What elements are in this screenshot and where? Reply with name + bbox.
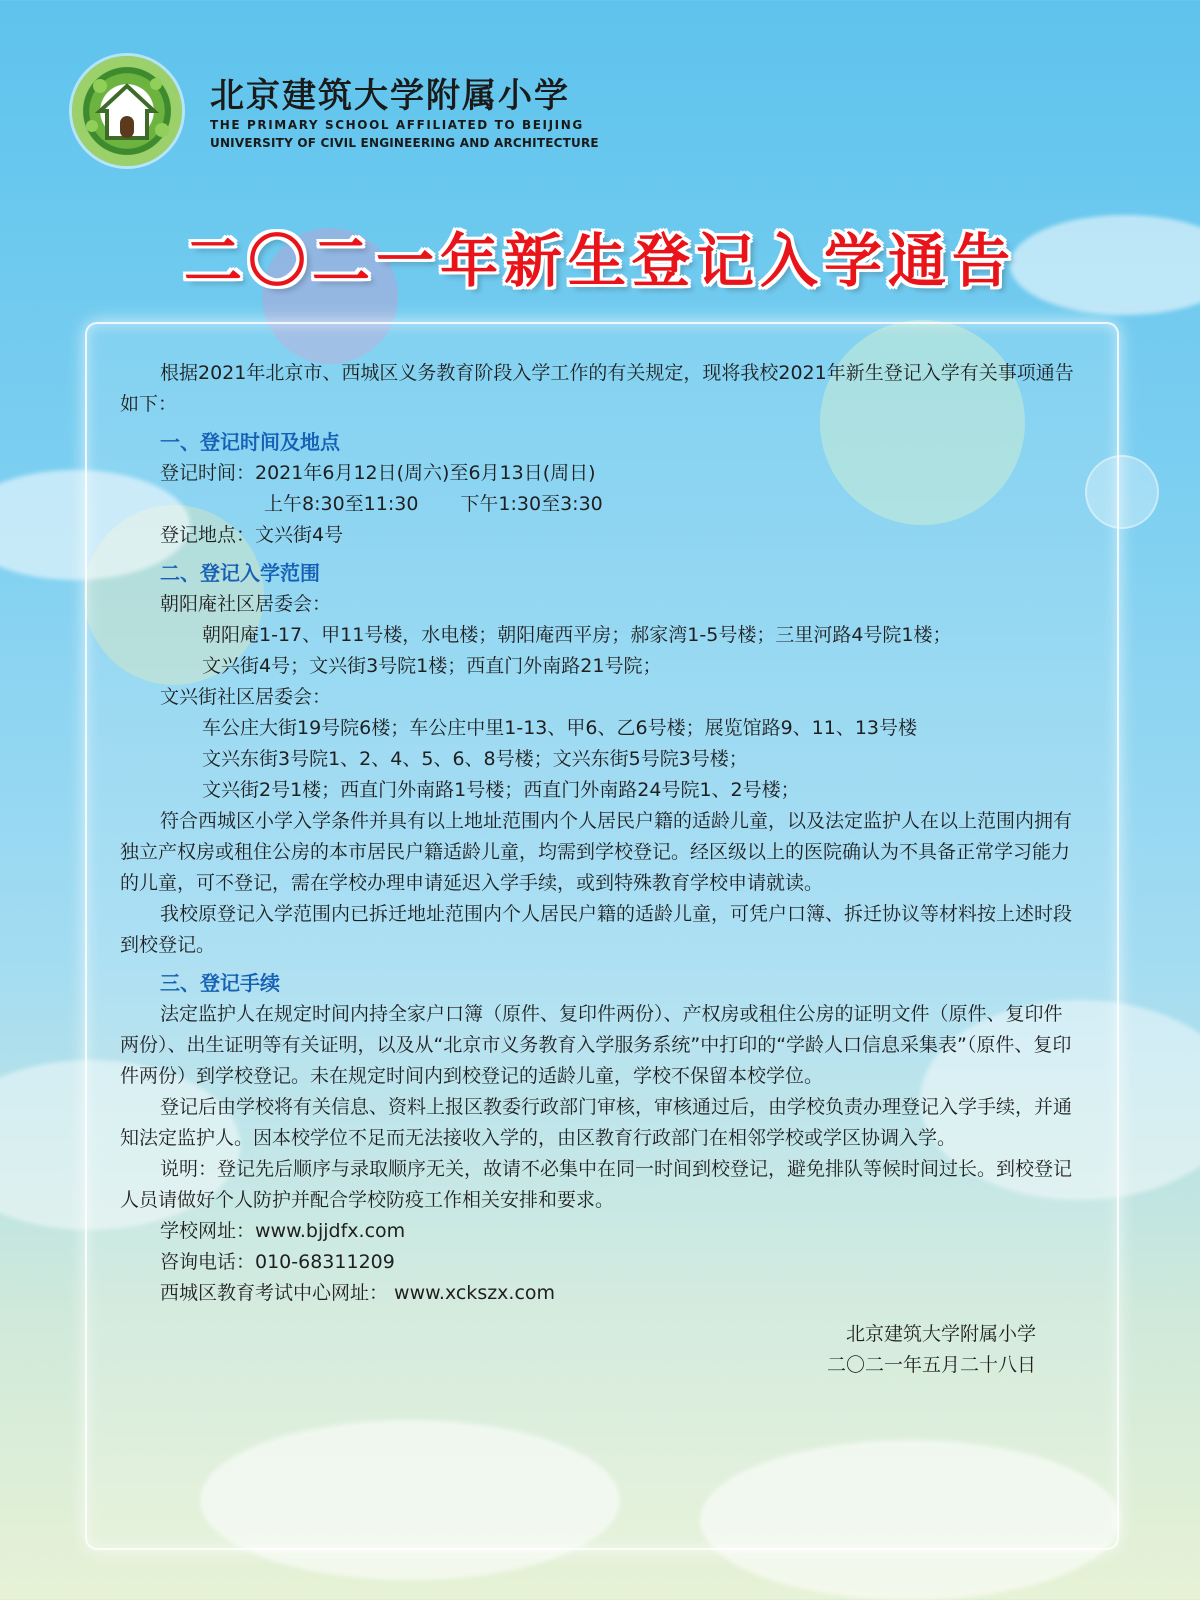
- review-paragraph: 登记后由学校将有关信息、资料上报区教委行政部门审核，审核通过后，由学校负责办理登记入学手续，并通知法定监护人。因本校学位不足而无法接收入学的，由区教育行政部门在相邻学校或学区协调入学。: [120, 1096, 1073, 1149]
- consult-phone: 咨询电话：010-68311209: [160, 1251, 395, 1273]
- registration-hours: [264, 489, 1080, 520]
- school-logo-icon: [72, 56, 182, 166]
- morning-hours: 上午8:30至11:30: [264, 493, 419, 515]
- signature-org: 北京建筑大学附属小学: [845, 1323, 1036, 1345]
- address-line: 车公庄大街19号院6楼；车公庄中里1-13、甲6、乙6号楼；展览馆路9、11、13号楼: [202, 717, 918, 739]
- eligibility-paragraph: 符合西城区小学入学条件并具有以上地址范围内个人居民户籍的适龄儿童，以及法定监护人在以上范围内拥有独立产权房或租住公房的本市居民户籍适龄儿童，均需到学校登记。经区级以上的医院确认为不具备正常学习能力的儿童，可不登记，需在学校办理申请延迟入学手续，或到特殊教育学校申请就读。: [120, 810, 1073, 894]
- school-header: [72, 56, 599, 166]
- intro-paragraph: 根据2021年北京市、西城区义务教育阶段入学工作的有关规定，现将我校2021年新生登记入学有关事项通告如下：: [120, 362, 1074, 415]
- address-line: 文兴街4号；文兴街3号院1楼；西直门外南路21号院；: [202, 655, 662, 677]
- exam-center-website: 西城区教育考试中心网址： www.xckszx.com: [160, 1282, 556, 1304]
- community-label: 文兴街社区居委会：: [160, 686, 332, 708]
- afternoon-hours: 下午1:30至3:30: [460, 493, 603, 515]
- school-name-en-line2: UNIVERSITY OF CIVIL ENGINEERING AND ARCHITECTURE: [210, 136, 599, 150]
- registration-place: 登记地点：文兴街4号: [160, 524, 344, 546]
- section-heading: 一、登记时间及地点: [160, 430, 340, 454]
- school-name-cn: 北京建筑大学附属小学: [210, 76, 570, 116]
- school-website: 学校网址：www.bjjdfx.com: [160, 1220, 406, 1242]
- address-line: 文兴街2号1楼；西直门外南路1号楼；西直门外南路24号院1、2号楼；: [202, 779, 800, 801]
- section-heading: 三、登记手续: [160, 971, 280, 995]
- section-heading: 二、登记入学范围: [160, 561, 320, 585]
- notice-title: 二〇二一年新生登记入学通告: [183, 227, 1016, 295]
- notice-body: [120, 358, 1080, 1381]
- address-line: 朝阳庵1-17、甲11号楼，水电楼；朝阳庵西平房；郝家湾1-5号楼；三里河路4号院1楼；: [202, 624, 952, 646]
- school-name-en-line1: THE PRIMARY SCHOOL AFFILIATED TO BEIJING: [210, 118, 584, 132]
- community-label: 朝阳庵社区居委会：: [160, 593, 332, 615]
- address-line: 文兴东街3号院1、2、4、5、6、8号楼；文兴东街5号院3号楼；: [202, 748, 748, 770]
- note-paragraph: 说明：登记先后顺序与录取顺序无关，故请不必集中在同一时间到校登记，避免排队等候时间过长。到校登记人员请做好个人防护并配合学校防疫工作相关安排和要求。: [120, 1158, 1073, 1211]
- documents-paragraph: 法定监护人在规定时间内持全家户口簿（原件、复印件两份）、产权房或租住公房的证明文件（原件、复印件两份）、出生证明等有关证明，以及从“北京市义务教育入学服务系统”中打印的“学龄人口信息采集表”（原件、复印件两份）到学校登记。未在规定时间内到校登记的适龄儿童，学校不保留本校学位。: [120, 1003, 1072, 1087]
- signature-date: 二〇二一年五月二十八日: [826, 1354, 1036, 1376]
- registration-time: 登记时间：2021年6月12日(周六)至6月13日(周日): [160, 462, 596, 484]
- relocation-paragraph: 我校原登记入学范围内已拆迁地址范围内个人居民户籍的适龄儿童，可凭户口簿、拆迁协议等材料按上述时段到校登记。: [120, 903, 1073, 956]
